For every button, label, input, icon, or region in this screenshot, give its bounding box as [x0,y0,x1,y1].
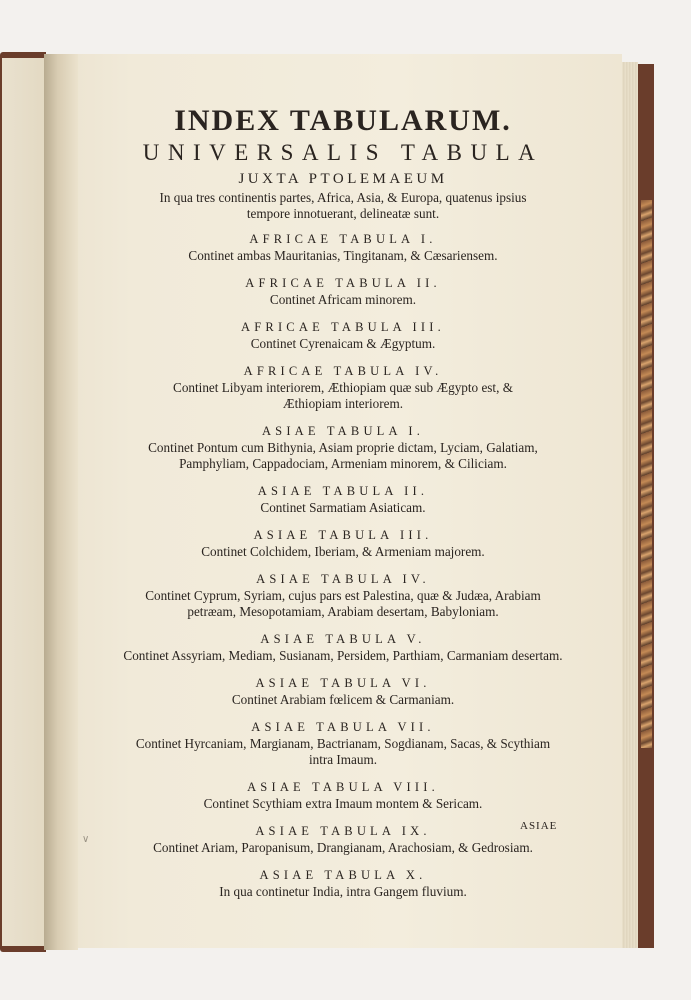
table-heading: AFRICAE TABULA II. [245,276,441,290]
table-description: Continet Hyrcaniam, Margianam, Bactrianam, Sogdianam, Sacas, & Scythiam [135,736,551,751]
intro-line-2: tempore innotuerant, delineatæ sunt. [246,206,440,221]
intro-line-1: In qua tres continentis partes, Africa, Asia, & Europa, quatenus ipsius [159,190,527,205]
table-description: Æthiopiam interiorem. [282,396,404,411]
table-description: Continet Libyam interiorem, Æthiopiam quæ sub Ægypto est, & [173,380,513,395]
table-description: petræam, Mesopotamiam, Arabiam desertam, Babyloniam. [187,604,499,619]
table-heading: ASIAE TABULA IV. [256,572,430,586]
table-heading: ASIAE TABULA VII. [251,720,435,734]
table-description: intra Imaum. [308,752,378,767]
table-description: Continet Colchidem, Iberiam, & Armeniam majorem. [201,544,485,559]
table-description: Continet Pontum cum Bithynia, Asiam proprie dictam, Lyciam, Galatiam, [148,440,538,455]
index-title: INDEX TABULARUM. [174,104,512,137]
index-text [68,104,618,900]
table-heading: AFRICAE TABULA I. [249,232,437,246]
table-description: Continet Cyprum, Syriam, cujus pars est Palestina, quæ & Judæa, Arabiam [145,588,541,603]
table-heading: ASIAE TABULA III. [253,528,433,542]
table-heading: AFRICAE TABULA IV. [243,364,443,378]
table-description: Continet Cyrenaicam & Ægyptum. [250,336,436,351]
table-description: Continet Scythiam extra Imaum montem & Sericam. [203,796,483,811]
table-heading: ASIAE TABULA I. [261,424,425,438]
table-heading: ASIAE TABULA X. [259,868,427,882]
juxta-ptolemaeum: JUXTA PTOLEMAEUM [238,171,448,187]
table-description: Continet Sarmatiam Asiaticam. [260,500,426,515]
table-description: In qua continetur India, intra Gangem fluvium. [219,884,467,899]
catchword: ASIAE [520,820,558,832]
table-description: Continet Assyriam, Mediam, Susianam, Persidem, Parthiam, Carmaniam desertam. [123,648,563,663]
table-description: Continet Africam minorem. [269,292,417,307]
table-heading: AFRICAE TABULA III. [241,320,445,334]
pencil-mark: ∨ [82,834,90,845]
table-list [68,231,618,900]
page-edges [622,62,638,948]
universalis-title: UNIVERSALIS TABULA [142,140,544,165]
table-heading: ASIAE TABULA VIII. [247,780,439,794]
table-heading: ASIAE TABULA V. [260,632,426,646]
table-description: Continet Ariam, Paropanisum, Drangianam, Arachosiam, & Gedrosiam. [153,840,533,855]
marbled-paper [641,200,652,748]
table-description: Continet ambas Mauritanias, Tingitanam, & Cæsariensem. [188,248,498,263]
table-heading: ASIAE TABULA II. [257,484,429,498]
table-description: Continet Arabiam fœlicem & Carmaniam. [231,692,455,707]
table-heading: ASIAE TABULA VI. [255,676,431,690]
left-leaf [2,58,46,946]
table-description: Pamphyliam, Cappadociam, Armeniam minorem, & Ciliciam. [179,456,507,471]
table-heading: ASIAE TABULA IX. [255,824,431,838]
